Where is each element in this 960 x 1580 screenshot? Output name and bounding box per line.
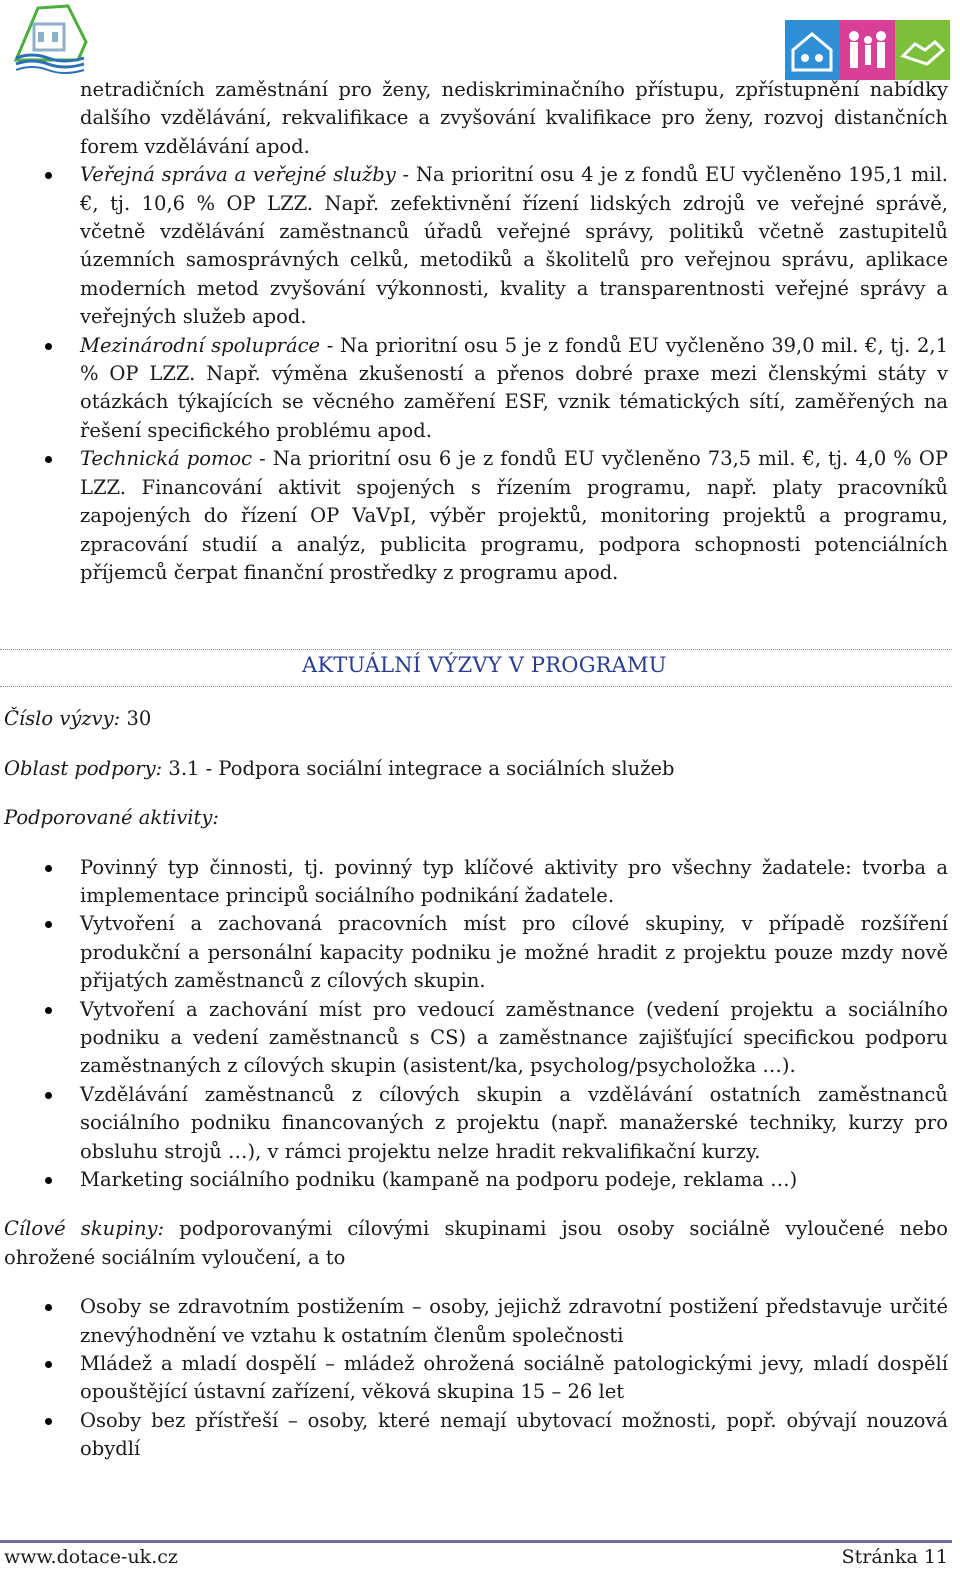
list-item-text: - Na prioritní osu 4 je z fondů EU vyčleněno 195,1 mil. €, tj. 10,6 % OP LZZ. Např. zefektivnění řízení lidských zdrojů ve veřejné správě, včetně vzdělávání zaměstnanců úřadů veřejné správy, politiků včetně zastupitelů územních samosprávných celků, metodiků a školitelů pro veřejnou správu, aplikace moderních metod zvyšování výkonnosti, kvality a transparentnosti veřejné správy a veřejných služeb apod. [80,163,949,329]
call-number [4,705,948,733]
list-item: Mládež a mladí dospělí – mládež ohrožená sociálně patologickými jevy, mladí dospělí opouštějící ústavní zařízení, věková skupina 15 – 26 let [80,1350,948,1407]
list-item [80,161,948,331]
program-logo [785,20,950,80]
activities-label [4,804,948,832]
targets-list [0,1293,960,1463]
activities-list [0,854,960,1195]
call-number-label: Číslo výzvy: [4,707,121,731]
support-area-value: 3.1 - Podpora sociální integrace a sociálních služeb [162,756,675,780]
activities-label-text: Podporované aktivity: [4,806,219,830]
list-item-text: - Na prioritní osu 6 je z fondů EU vyčleněno 73,5 mil. €, tj. 4,0 % OP LZZ. Financování aktivit spojených s řízením programu, např. platy pracovníků zapojených do řízení OP VaVpI, výběr projektů, monitoring projektů a programu, zpracování studií a analýz, publicita programu, podpora schopnosti potenciálních příjemců čerpat finanční prostředky z programu apod. [80,447,948,584]
footer-page-number: Stránka 11 [841,1546,948,1568]
house-people-icon [785,20,840,80]
list-item: Osoby se zdravotním postižením – osoby, jejichž zdravotní postižení představuje určité znevýhodnění ve vztahu k ostatním členům společnosti [80,1293,948,1350]
list-item-title: Veřejná správa a veřejné služby [80,163,396,187]
document-body [0,76,960,1464]
list-item: Vytvoření a zachovaná pracovních míst pro cílové skupiny, v případě rozšíření produkční a personální kapacity podniku je možné hradit z projektu pouze mzdy nově přijatých zaměstnanců z cílových skupin. [80,910,948,995]
list-item-title: Technická pomoc [80,447,253,471]
target-groups-text: podporovanými cílovými skupinami jsou osoby sociálně vyloučené nebo ohrožené sociálním vyloučení, a to [4,1217,948,1269]
list-item: Povinný typ činnosti, tj. povinný typ klíčové aktivity pro všechny žadatele: tvorba a implementace principů sociálního podnikání žadatele. [80,854,948,911]
list-item: Marketing sociálního podniku (kampaně na podporu podeje, reklama …) [80,1166,948,1194]
support-area [4,755,948,783]
section-title: AKTUÁLNÍ VÝZVY V PROGRAMU [302,653,667,678]
paragraph-continuation: netradičních zaměstnání pro ženy, nediskriminačního přístupu, zpřístupnění nabídky dalšího vzdělávání, rekvalifikace a zvyšování kvalifikace pro ženy, rozvoj distančních forem vzdělávání apod. [80,78,948,158]
list-item-title: Mezinárodní spolupráce [80,333,321,357]
list-item: Vytvoření a zachování míst pro vedoucí zaměstnance (vedení projektu a sociálního podniku a vedení zaměstnanců s CS) a zaměstnance zajišťující specifickou podporu zaměstnaných z cílových skupin (asistent/ka, psycholog/psycholožka …). [80,996,948,1081]
target-groups [4,1215,948,1272]
list-item-text: - Na prioritní osu 5 je z fondů EU vyčleněno 39,0 mil. €, tj. 2,1 % OP LZZ. Např. výměna zkušeností a přenos dobré praxe mezi členskými státy v otázkách týkajících se věcného zaměření ESF, vznik tématických sítí, zaměřených na řešení specifického problému apod. [80,333,948,442]
list-item [80,445,948,587]
section-header [0,649,952,687]
region-logo [8,2,92,74]
list-item: Vzdělávání zaměstnanců z cílových skupin a vzdělávání ostatních zaměstnanců sociálního podniku financovaných z projektu (např. manažerské techniky, kurzy pro obsluhu strojů …), v rámci projektu nelze hradit rekvalifikační kurzy. [80,1081,948,1166]
list-item: Osoby bez přístřeší – osoby, které nemají ubytovací možnosti, popř. obývají nouzová obydlí [80,1407,948,1464]
family-icon [840,20,895,80]
footer-rule [0,1540,952,1543]
target-groups-label: Cílové skupiny: [4,1217,165,1241]
list-item [80,332,948,446]
call-number-value: 30 [120,707,152,731]
support-area-label: Oblast podpory: [4,756,163,780]
handshake-icon [895,20,950,80]
footer-website[interactable]: www.dotace-uk.cz [4,1546,178,1568]
